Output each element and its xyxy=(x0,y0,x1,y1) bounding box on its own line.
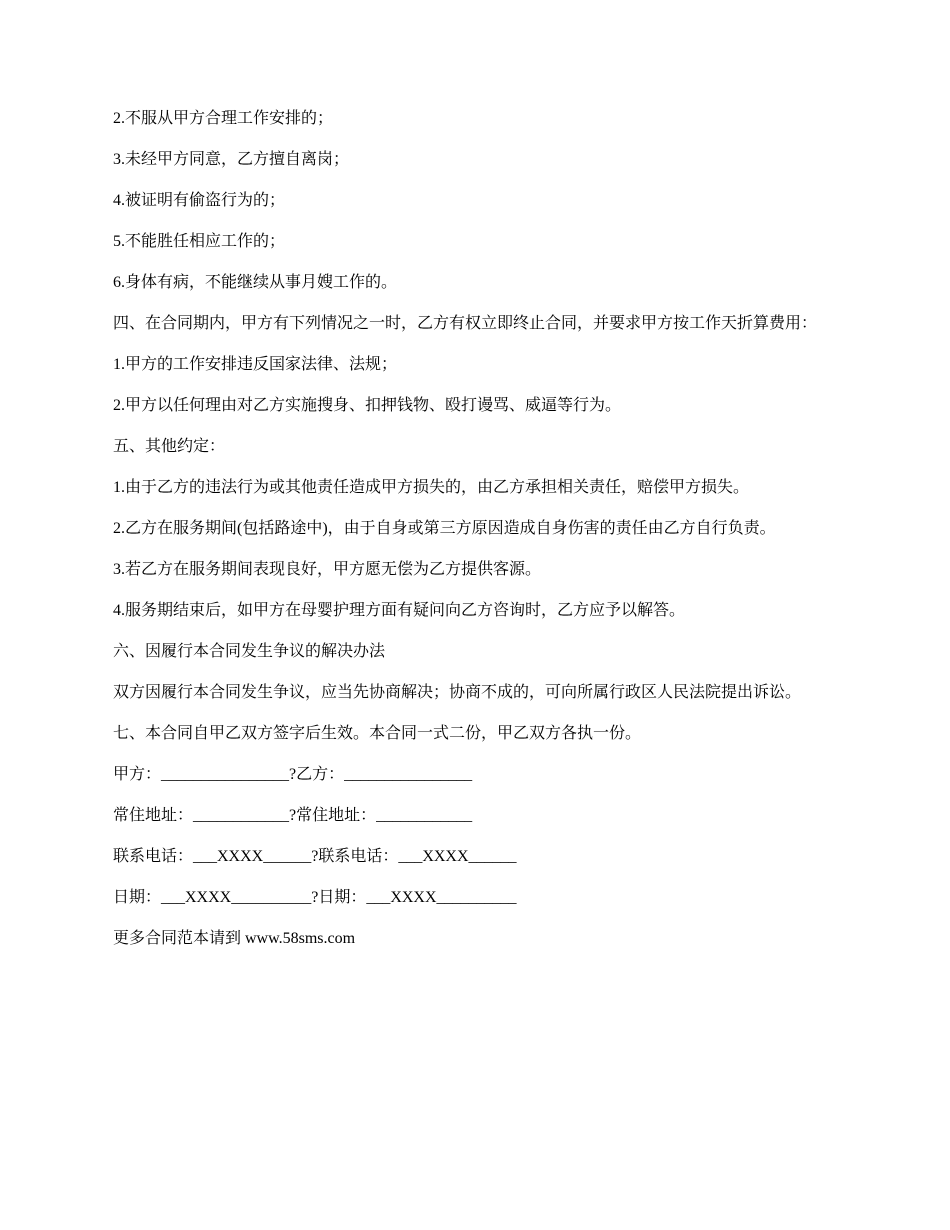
clause-item: 3.未经甲方同意，乙方擅自离岗； xyxy=(113,151,350,168)
clause-item: 2.乙方在服务期间(包括路途中)，由于自身或第三方原因造成自身伤害的责任由乙方自行负责。 xyxy=(113,520,776,537)
signature-line-address: 常住地址：____________?常住地址：____________ xyxy=(113,807,473,824)
clause-item: 3.若乙方在服务期间表现良好，甲方愿无偿为乙方提供客源。 xyxy=(113,561,542,578)
signature-line-party: 甲方：________________?乙方：________________ xyxy=(113,766,473,783)
clause-item: 4.被证明有偷盗行为的； xyxy=(113,192,286,209)
clause-item: 1.由于乙方的违法行为或其他责任造成甲方损失的，由乙方承担相关责任，赔偿甲方损失。 xyxy=(113,479,750,496)
contract-page xyxy=(113,108,843,969)
clause-item: 2.甲方以任何理由对乙方实施搜身、扣押钱物、殴打谩骂、威逼等行为。 xyxy=(113,397,622,414)
section-heading: 六、因履行本合同发生争议的解决办法 xyxy=(113,643,386,660)
clause-item: 4.服务期结束后，如甲方在母婴护理方面有疑问向乙方咨询时，乙方应予以解答。 xyxy=(113,602,686,619)
footer-note: 更多合同范本请到 www.58sms.com xyxy=(113,930,356,947)
clause-item: 5.不能胜任相应工作的； xyxy=(113,233,286,250)
clause-item: 2.不服从甲方合理工作安排的； xyxy=(113,110,334,127)
section-heading: 五、其他约定： xyxy=(113,438,226,455)
clause-item: 6.身体有病，不能继续从事月嫂工作的。 xyxy=(113,274,398,291)
section-heading: 七、本合同自甲乙双方签字后生效。本合同一式二份，甲乙双方各执一份。 xyxy=(113,725,642,742)
section-heading: 四、在合同期内，甲方有下列情况之一时，乙方有权立即终止合同，并要求甲方按工作天折算费用： xyxy=(113,315,818,332)
signature-line-date: 日期：___XXXX__________?日期：___XXXX__________ xyxy=(113,889,517,906)
clause-item: 1.甲方的工作安排违反国家法律、法规； xyxy=(113,356,398,373)
signature-line-phone: 联系电话：___XXXX______?联系电话：___XXXX______ xyxy=(113,848,517,865)
clause-item: 双方因履行本合同发生争议，应当先协商解决；协商不成的，可向所属行政区人民法院提出诉讼。 xyxy=(113,684,802,701)
